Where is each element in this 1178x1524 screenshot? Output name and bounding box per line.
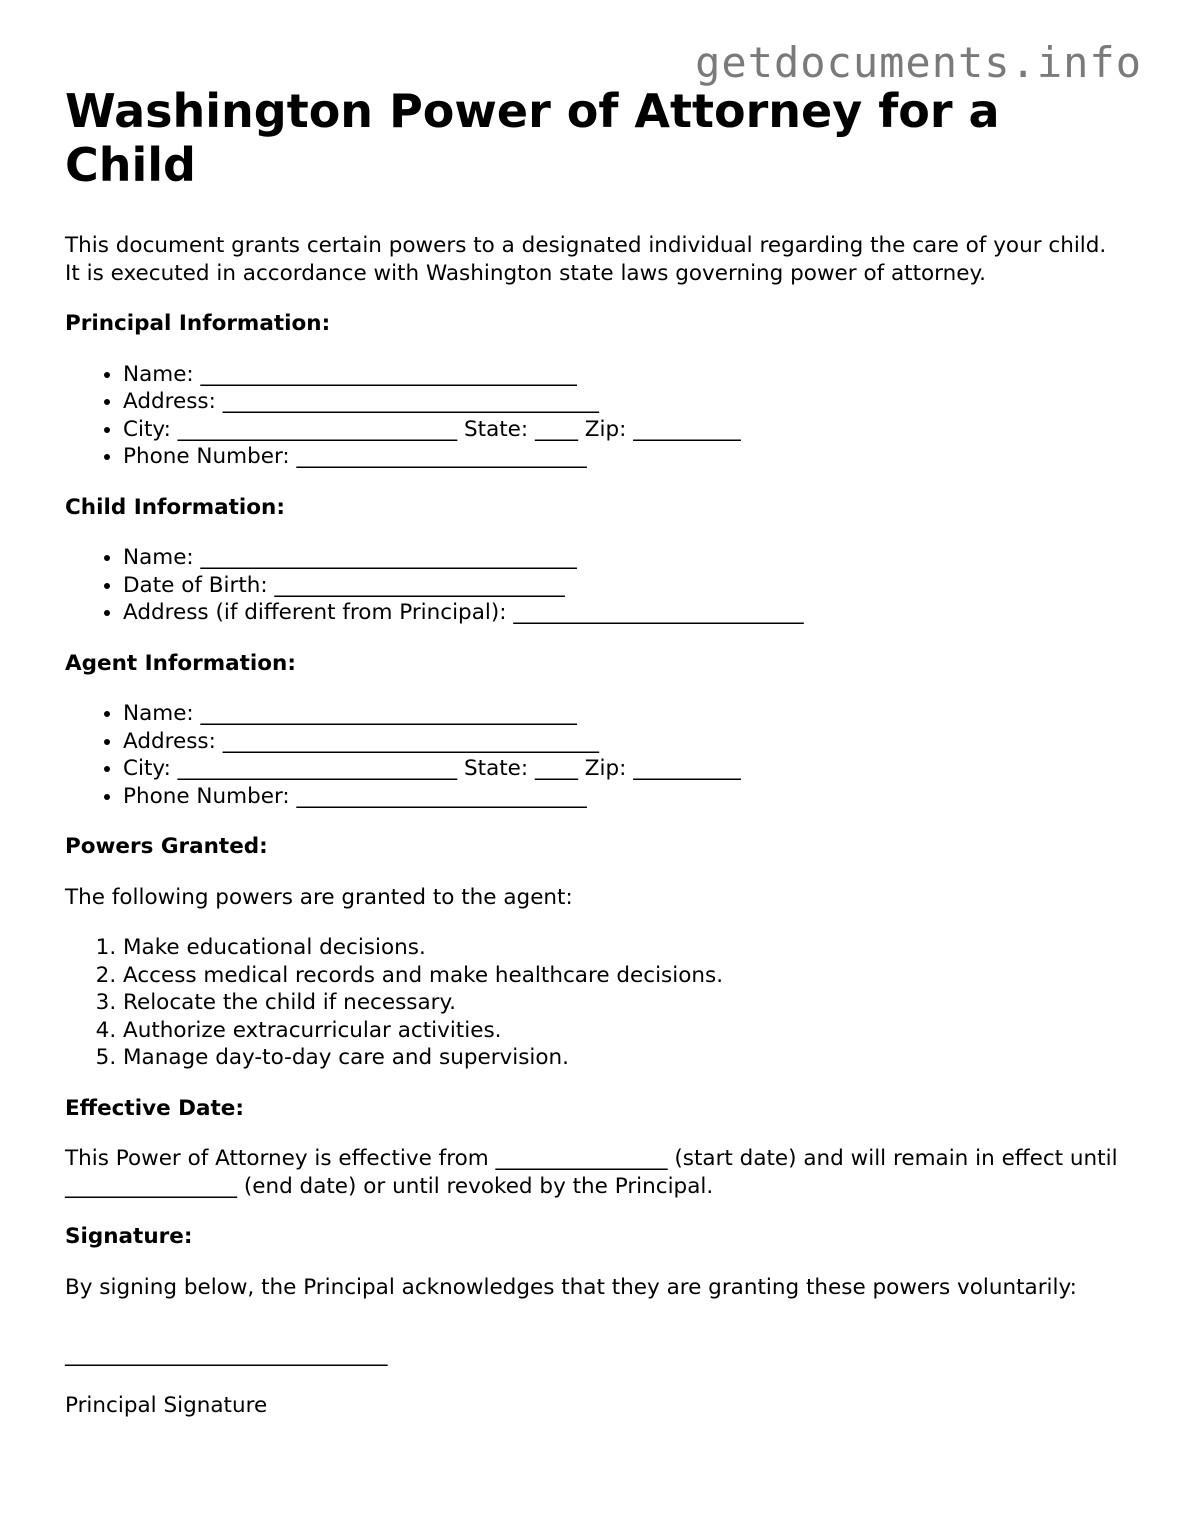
effective-date-heading: Effective Date: bbox=[65, 1095, 244, 1121]
effective-date-text: This Power of Attorney is effective from ________________ (start date) and will remain in effect until ________________ (end date) or until revoked by the Principal. bbox=[65, 1146, 1118, 1199]
principal-name-field: • Name: ___________________________________ bbox=[123, 361, 1125, 389]
powers-list bbox=[65, 934, 1125, 1072]
signature-label: Principal Signature bbox=[65, 1392, 268, 1418]
child-address-field: • Address (if different from Principal): ___________________________ bbox=[123, 599, 1125, 627]
power-item: 1. Make educational decisions. bbox=[123, 934, 1125, 962]
agent-list bbox=[65, 700, 1125, 810]
principal-address-field: • Address: ___________________________________ bbox=[123, 388, 1125, 416]
signature-heading: Signature: bbox=[65, 1224, 193, 1249]
principal-list bbox=[65, 361, 1125, 471]
agent-name-field: • Name: ___________________________________ bbox=[123, 700, 1125, 728]
power-item: 5. Manage day-to-day care and supervision. bbox=[123, 1044, 1125, 1072]
power-item: 3. Relocate the child if necessary. bbox=[123, 989, 1125, 1017]
principal-phone-field: • Phone Number: ___________________________ bbox=[123, 443, 1125, 471]
signature-line: ______________________________ bbox=[65, 1342, 388, 1367]
child-name-field: • Name: ___________________________________ bbox=[123, 544, 1125, 572]
agent-address-field: • Address: ___________________________________ bbox=[123, 728, 1125, 756]
child-dob-field: • Date of Birth: ___________________________ bbox=[123, 572, 1125, 600]
document-title: Washington Power of Attorney for a Child bbox=[65, 84, 1000, 192]
powers-heading: Powers Granted: bbox=[65, 834, 268, 859]
signature-text: By signing below, the Principal acknowledges that they are granting these powers voluntarily: bbox=[65, 1274, 1077, 1300]
principal-heading: Principal Information: bbox=[65, 311, 331, 336]
principal-city-state-zip-field: • City: __________________________ State: ____ Zip: __________ bbox=[123, 416, 1125, 444]
power-item: 2. Access medical records and make healthcare decisions. bbox=[123, 962, 1125, 990]
child-list bbox=[65, 544, 1125, 627]
agent-city-state-zip-field: • City: __________________________ State: ____ Zip: __________ bbox=[123, 755, 1125, 783]
child-heading: Child Information: bbox=[65, 494, 285, 520]
intro-paragraph: This document grants certain powers to a designated individual regarding the care of your child. It is executed in accordance with Washington state laws governing power of attorney. bbox=[65, 233, 1107, 286]
agent-heading: Agent Information: bbox=[65, 650, 296, 676]
power-item: 4. Authorize extracurricular activities. bbox=[123, 1017, 1125, 1045]
document bbox=[65, 84, 1125, 1419]
watermark: getdocuments.info bbox=[695, 38, 1142, 87]
agent-phone-field: • Phone Number: ___________________________ bbox=[123, 783, 1125, 811]
powers-intro: The following powers are granted to the agent: bbox=[65, 884, 573, 910]
